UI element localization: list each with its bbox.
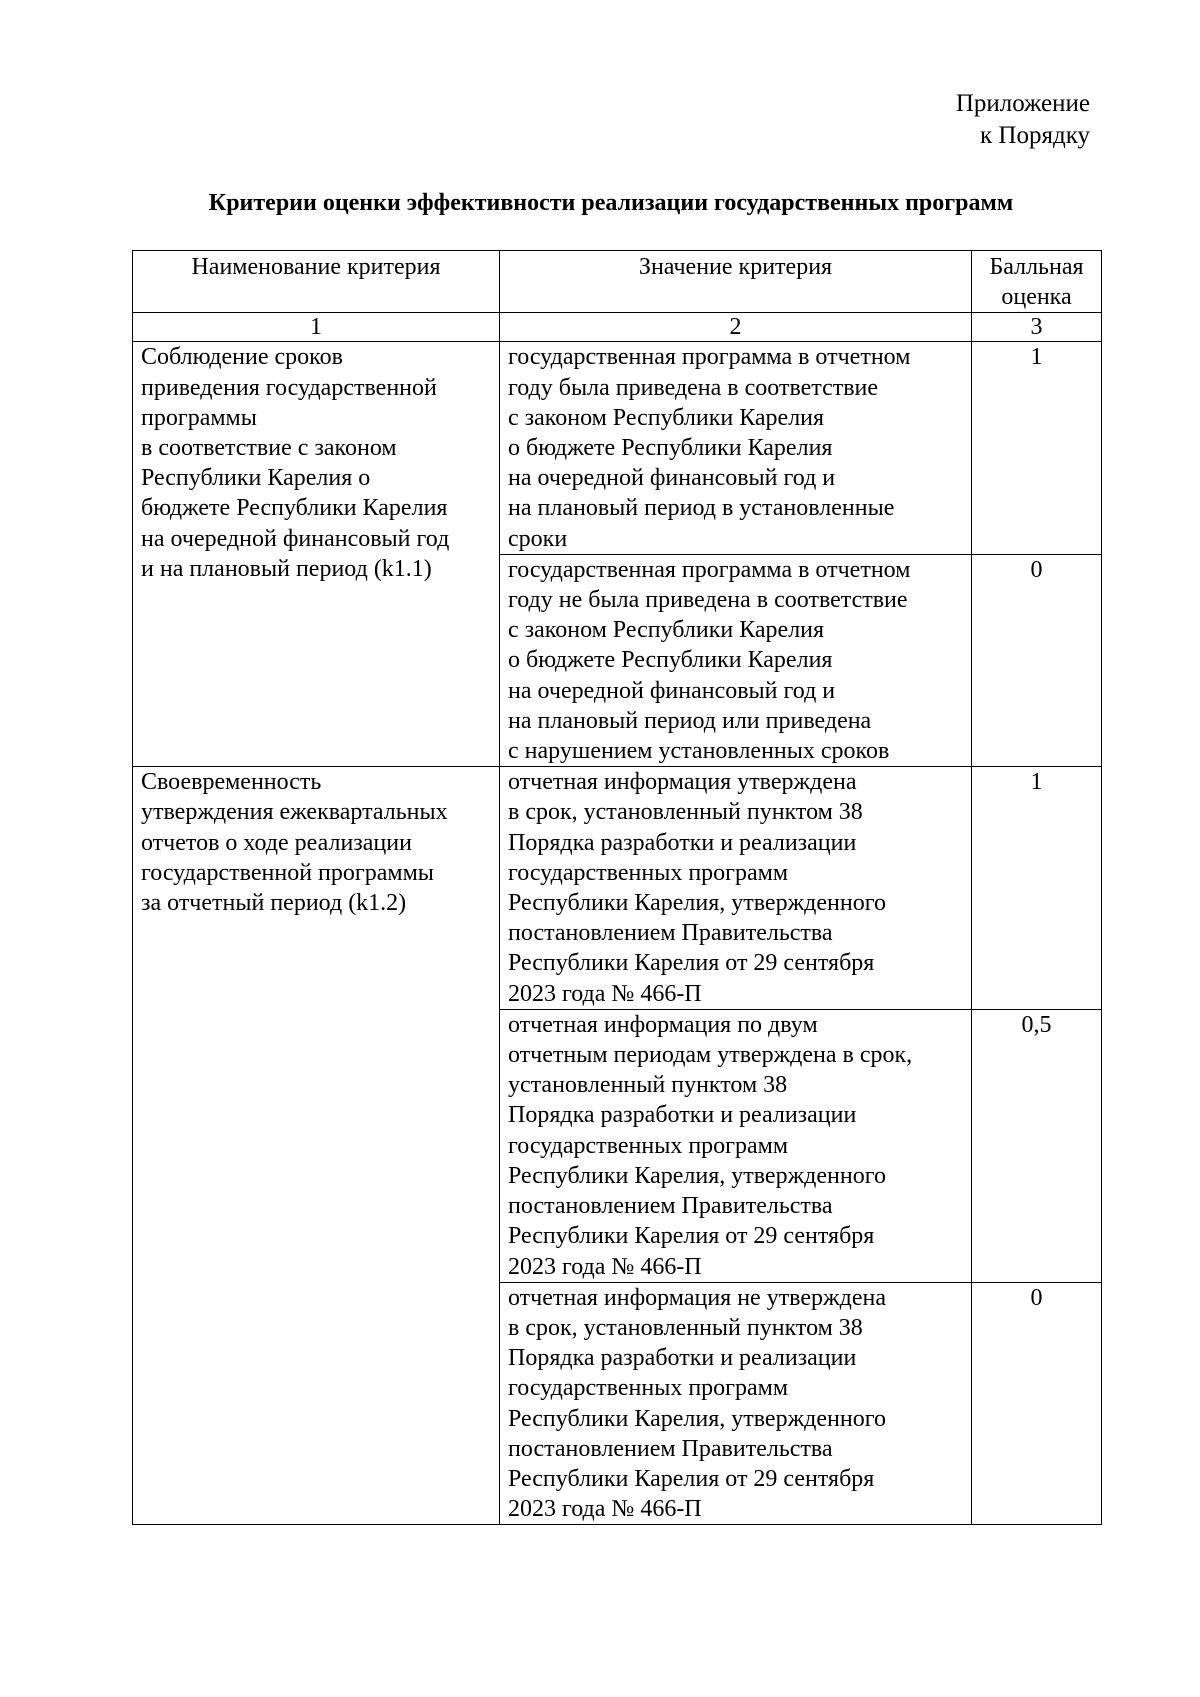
criterion-value-line: постановлением Правительства (508, 1435, 833, 1462)
criterion-value-line: сроки (508, 525, 568, 552)
score-cell: 0 (972, 1282, 1102, 1525)
table-header-row (133, 251, 1102, 313)
criterion-value-line: государственных программ (508, 1375, 789, 1402)
score-cell: 1 (972, 342, 1102, 554)
header-score (972, 251, 1102, 313)
criterion-value-line: постановлением Правительства (508, 1193, 833, 1220)
criterion-value-line: с законом Республики Карелия (508, 404, 825, 431)
criterion-value-line: году была приведена в соответствие (508, 374, 879, 401)
criterion-value-line: 2023 года № 466-П (508, 1253, 702, 1280)
criterion-value-line: Порядка разработки и реализации (508, 1102, 857, 1129)
column-number-2: 2 (500, 313, 972, 342)
criterion-name-line: приведения государственной (141, 374, 437, 401)
criterion-value-line: в срок, установленный пунктом 38 (508, 1314, 863, 1341)
criterion-value-line: на плановый период в установленные (508, 495, 895, 522)
criterion-name-line: программы (141, 404, 257, 431)
criterion-name-line: Республики Карелия о (141, 465, 371, 492)
criterion-value-line: Порядка разработки и реализации (508, 829, 857, 856)
criterion-value-line: о бюджете Республики Карелия (508, 647, 833, 674)
criterion-name-line: Своевременность (141, 769, 322, 796)
criterion-name-line: на очередной финансовый год (141, 525, 450, 552)
criterion-value-line: с законом Республики Карелия (508, 617, 825, 644)
criterion-value-line: на очередной финансовый год и (508, 677, 836, 704)
column-number-3: 3 (972, 313, 1102, 342)
criterion-value-line: 2023 года № 466-П (508, 980, 702, 1007)
criterion-value-cell (500, 1282, 972, 1525)
criterion-value-line: Республики Карелия, утвержденного (508, 1162, 886, 1189)
appendix-line-1: Приложение (955, 90, 1090, 117)
column-number-row (133, 313, 1102, 342)
criterion-name-line: отчетов о ходе реализации (141, 829, 412, 856)
criterion-value-line: на очередной финансовый год и (508, 465, 836, 492)
appendix-line-2: к Порядку (980, 122, 1090, 149)
appendix-note (956, 88, 1090, 152)
score-cell: 0 (972, 554, 1102, 766)
criterion-value-line: о бюджете Республики Карелия (508, 435, 833, 462)
header-score-line-1: Балльная (989, 254, 1084, 280)
criterion-value-cell (500, 342, 972, 554)
criterion-name-line: бюджете Республики Карелия (141, 495, 448, 522)
criterion-value-cell (500, 554, 972, 766)
criterion-value-line: на плановый период или приведена (508, 707, 872, 734)
criterion-name-line: утверждения ежеквартальных (141, 799, 448, 826)
criterion-value-line: Республики Карелия от 29 сентября (508, 950, 875, 977)
criterion-name-cell (133, 342, 500, 767)
criterion-value-line: отчетная информация не утверждена (508, 1284, 886, 1311)
criterion-value-line: с нарушением установленных сроков (508, 738, 890, 765)
criterion-value-line: 2023 года № 466-П (508, 1496, 702, 1523)
criterion-name-line: за отчетный период (k1.2) (141, 890, 407, 917)
criterion-value-line: государственных программ (508, 1132, 789, 1159)
criterion-value-line: установленный пунктом 38 (508, 1072, 788, 1099)
header-criterion-value: Значение критерия (500, 251, 972, 313)
criterion-value-line: постановлением Правительства (508, 920, 833, 947)
table-row (133, 342, 1102, 554)
criterion-value-cell (500, 1009, 972, 1282)
criterion-value-line: отчетная информация утверждена (508, 769, 857, 796)
criterion-value-line: Республики Карелия от 29 сентября (508, 1223, 875, 1250)
table-row (133, 767, 1102, 1010)
criterion-value-line: Республики Карелия, утвержденного (508, 1405, 886, 1432)
criterion-value-line: отчетным периодам утверждена в срок, (508, 1042, 913, 1069)
header-criterion-name: Наименование критерия (133, 251, 500, 313)
criterion-value-line: году не была приведена в соответствие (508, 587, 908, 614)
criterion-name-line: государственной программы (141, 859, 434, 886)
column-number-1: 1 (133, 313, 500, 342)
criterion-value-line: государственная программа в отчетном (508, 344, 911, 371)
criterion-value-line: отчетная информация по двум (508, 1011, 818, 1038)
criterion-name-line: и на плановый период (k1.1) (141, 555, 432, 582)
criterion-value-line: государственных программ (508, 859, 789, 886)
criterion-value-line: Порядка разработки и реализации (508, 1345, 857, 1372)
score-cell: 1 (972, 767, 1102, 1010)
document-title: Критерии оценки эффективности реализации государственных программ (208, 190, 1014, 216)
criterion-name-cell (133, 767, 500, 1525)
criterion-value-line: Республики Карелия, утвержденного (508, 890, 886, 917)
criterion-value-line: Республики Карелия от 29 сентября (508, 1465, 875, 1492)
header-score-line-2: оценка (1001, 284, 1072, 311)
score-cell: 0,5 (972, 1009, 1102, 1282)
criterion-value-line: в срок, установленный пунктом 38 (508, 799, 863, 826)
criteria-table (132, 250, 1102, 1525)
criterion-name-line: Соблюдение сроков (141, 344, 343, 371)
criterion-value-line: государственная программа в отчетном (508, 556, 911, 583)
criterion-name-line: в соответствие с законом (141, 435, 397, 462)
criterion-value-cell (500, 767, 972, 1010)
